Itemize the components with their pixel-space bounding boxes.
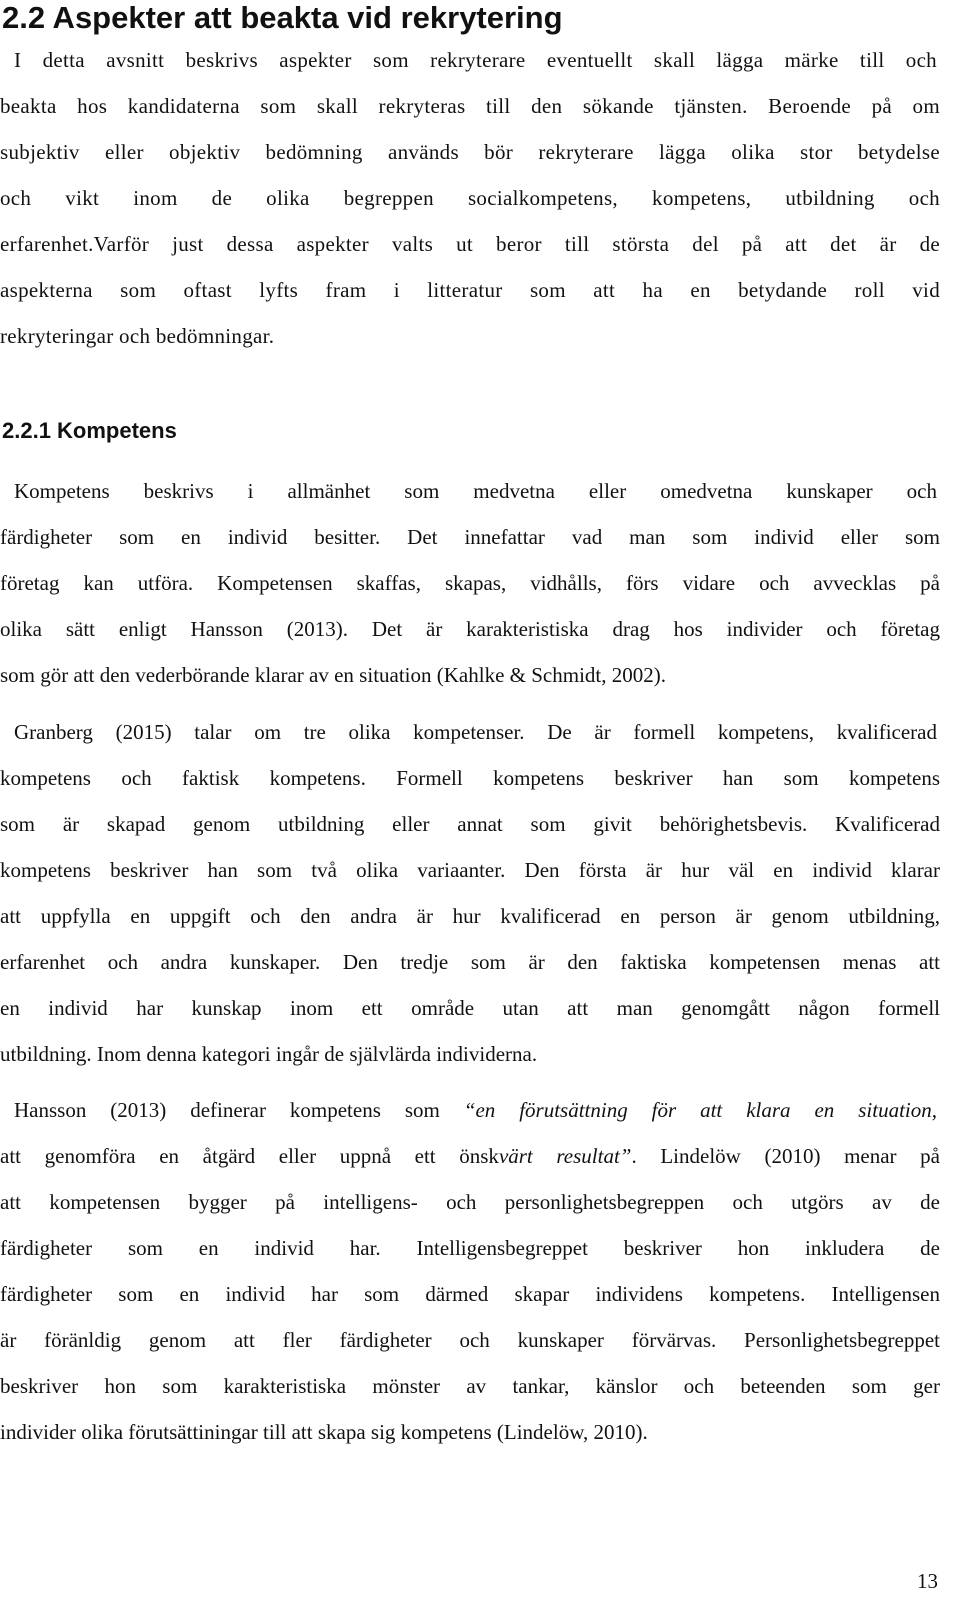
intro-paragraph-line-1-wrap <box>14 37 937 83</box>
paragraph-line: erfarenhet och andra kunskaper. Den tredje som är den faktiska kompetensen menas att <box>0 950 940 974</box>
text-run: Hansson (2013) definerar kompetens som <box>14 1098 464 1122</box>
section-heading: 2.2 Aspekter att beakta vid rekrytering <box>2 0 563 35</box>
paragraph-line <box>0 1133 940 1179</box>
text-run: . Lindelöw (2010) menar på <box>631 1144 940 1168</box>
paragraph-line: Granberg (2015) talar om tre olika kompetenser. De är formell kompetens, kvalificerad <box>14 720 937 744</box>
paragraph-line <box>14 1087 937 1133</box>
paragraph-line: olika sätt enligt Hansson (2013). Det är karakteristiska drag hos individer och företag <box>0 617 940 641</box>
paragraph-line: kompetens beskriver han som två olika variaanter. Den första är hur väl en individ klarar <box>0 858 940 882</box>
page-number: 13 <box>917 1569 938 1593</box>
paragraph-line: som är skapad genom utbildning eller annat som givit behörighetsbevis. Kvalificerad <box>0 812 940 836</box>
paragraph-line: rekryteringar och bedömningar. <box>0 324 275 348</box>
paragraph-line: färdigheter som en individ besitter. Det innefattar vad man som individ eller som <box>0 525 940 549</box>
intro-paragraph <box>0 83 940 359</box>
paragraph-line: som gör att den vederbörande klarar av en situation (Kahlke & Schmidt, 2002). <box>0 663 666 687</box>
subsection-heading: 2.2.1 Kompetens <box>2 418 177 443</box>
paragraph-line: att uppfylla en uppgift och den andra är hur kvalificerad en person är genom utbildning, <box>0 904 940 928</box>
paragraph-line: färdigheter som en individ har. Intelligensbegreppet beskriver hon inkludera de <box>0 1236 940 1260</box>
paragraph-line: företag kan utföra. Kompetensen skaffas, skapas, vidhålls, förs vidare och avvecklas på <box>0 571 940 595</box>
kompetens-p3-first-wrap <box>14 1087 937 1133</box>
kompetens-p2-first-wrap <box>14 709 937 755</box>
kompetens-p1-first-wrap <box>14 468 937 514</box>
quote-text: värt resultat” <box>498 1144 632 1168</box>
quote-text: “en förutsättning för att klara en situation, <box>463 1098 937 1122</box>
paragraph-line: aspekterna som oftast lyfts fram i litteratur som att ha en betydande roll vid <box>0 278 940 302</box>
paragraph-line: Kompetens beskrivs i allmänhet som medvetna eller omedvetna kunskaper och <box>14 479 937 503</box>
paragraph-line: en individ har kunskap inom ett område utan att man genomgått någon formell <box>0 996 940 1020</box>
paragraph-line: färdigheter som en individ har som därmed skapar individens kompetens. Intelligensen <box>0 1282 940 1306</box>
paragraph-line: individer olika förutsättiningar till att skapa sig kompetens (Lindelöw, 2010). <box>0 1420 648 1444</box>
paragraph-line: beskriver hon som karakteristiska mönster av tankar, känslor och beteenden som ger <box>0 1374 940 1398</box>
paragraph-line: beakta hos kandidaterna som skall rekryteras till den sökande tjänsten. Beroende på om <box>0 94 940 118</box>
paragraph-line: erfarenhet.Varför just dessa aspekter valts ut beror till största del på att det är de <box>0 232 940 256</box>
text-run: att genomföra en åtgärd eller uppnå ett önsk <box>0 1144 499 1168</box>
paragraph-line: att kompetensen bygger på intelligens- och personlighetsbegreppen och utgörs av de <box>0 1190 940 1214</box>
kompetens-paragraph-2 <box>0 755 940 1077</box>
paragraph-line: kompetens och faktisk kompetens. Formell kompetens beskriver han som kompetens <box>0 766 940 790</box>
kompetens-paragraph-1 <box>0 514 940 698</box>
paragraph-line: I detta avsnitt beskrivs aspekter som rekryterare eventuellt skall lägga märke till och <box>14 48 937 72</box>
kompetens-paragraph-3 <box>0 1133 940 1455</box>
paragraph-line: subjektiv eller objektiv bedömning används bör rekryterare lägga olika stor betydelse <box>0 140 940 164</box>
paragraph-line: och vikt inom de olika begreppen socialkompetens, kompetens, utbildning och <box>0 186 940 210</box>
paragraph-line: utbildning. Inom denna kategori ingår de självlärda individerna. <box>0 1042 538 1066</box>
paragraph-line: är föränldig genom att fler färdigheter och kunskaper förvärvas. Personlighetsbegreppet <box>0 1328 940 1352</box>
